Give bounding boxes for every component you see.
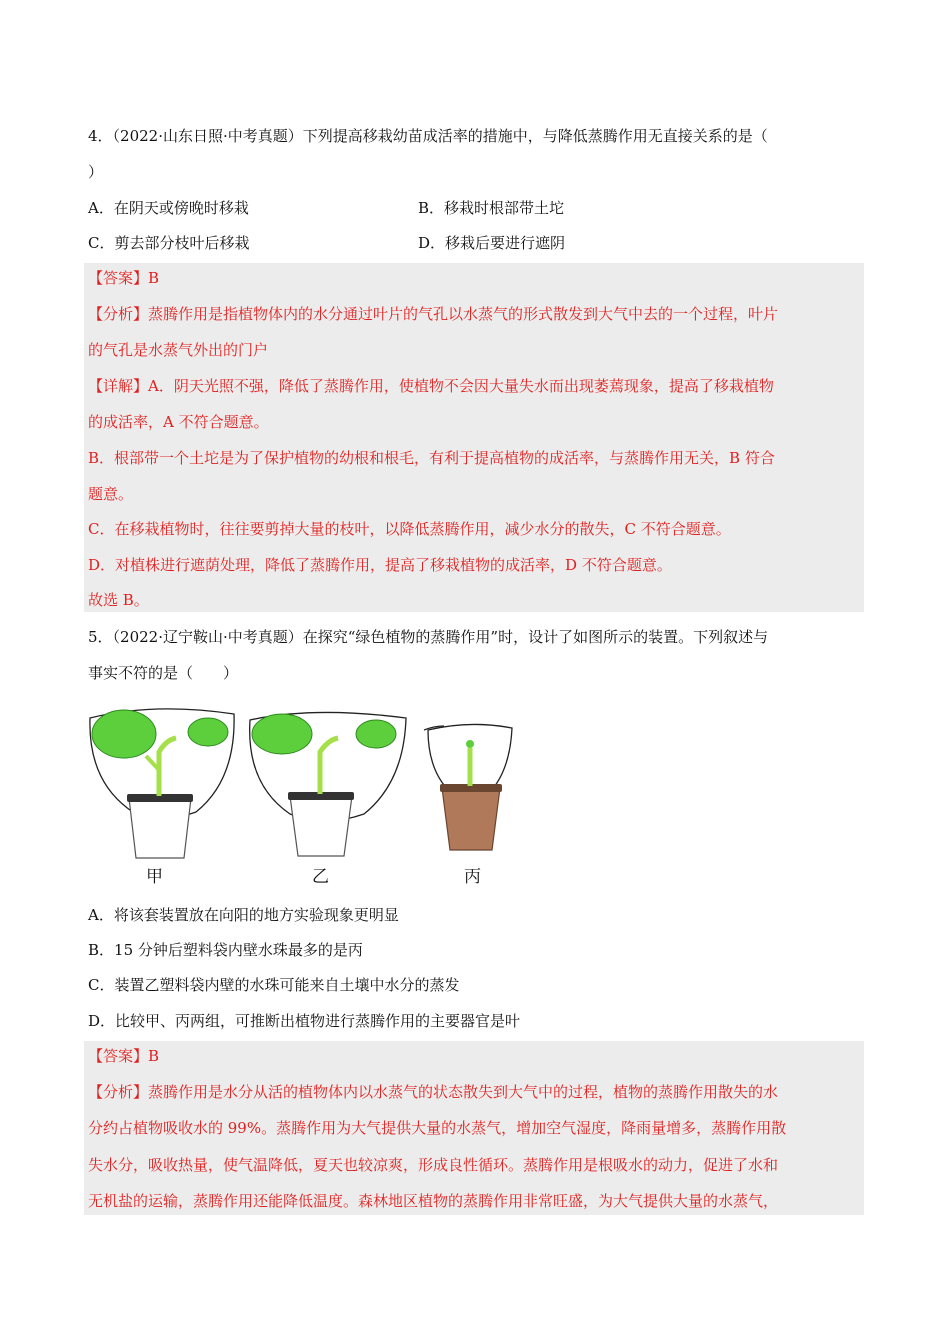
q4-detail-line4: 题意。 [88, 485, 134, 503]
setup-jia [90, 709, 234, 858]
q4-detail-line5: C．在移栽植物时，往往要剪掉大量的枝叶，以降低蒸腾作用，减少水分的散失，C 不符合题意。 [88, 520, 731, 538]
q4-stem-line1: 4．（2022·山东日照·中考真题）下列提高移栽幼苗成活率的措施中，与降低蒸腾作用无直接关系的是（ [88, 127, 768, 145]
q4-answer: 【答案】B [88, 269, 160, 287]
figure-label-yi: 乙 [312, 867, 329, 887]
q4-detail-line6: D．对植株进行遮荫处理，降低了蒸腾作用，提高了移栽植物的成活率，D 不符合题意。 [88, 556, 672, 574]
q4-analysis-line2: 的气孔是水蒸气外出的门户 [88, 341, 269, 359]
q4-analysis-line1: 【分析】蒸腾作用是指植物体内的水分通过叶片的气孔以水蒸气的形式散发到大气中去的一个过程，叶片 [88, 305, 779, 323]
q5-option-b: B．15 分钟后塑料袋内壁水珠最多的是丙 [88, 941, 363, 959]
q4-option-c: C．剪去部分枝叶后移栽 [88, 234, 250, 252]
q5-experiment-figure [84, 700, 444, 890]
q4-option-a: A．在阴天或傍晚时移栽 [88, 199, 249, 217]
q5-option-a: A．将该套装置放在向阳的地方实验现象更明显 [88, 906, 399, 924]
q4-stem-line2: ） [88, 163, 104, 181]
q5-analysis-line2: 分约占植物吸收水的 99%。蒸腾作用为大气提供大量的水蒸气，增加空气湿度，降雨量增多，蒸腾作用散 [88, 1119, 787, 1137]
q5-analysis-line3: 失水分，吸收热量，使气温降低，夏天也较凉爽，形成良性循环。蒸腾作用是根吸水的动力，促进了水和 [88, 1156, 779, 1174]
q4-option-b: B．移栽时根部带土坨 [418, 199, 565, 217]
q5-option-d: D．比较甲、丙两组，可推断出植物进行蒸腾作用的主要器官是叶 [88, 1012, 521, 1030]
q4-detail-line3: B．根部带一个土坨是为了保护植物的幼根和根毛，有利于提高植物的成活率，与蒸腾作用无关，B 符合 [88, 449, 775, 467]
q5-option-c: C．装置乙塑料袋内壁的水珠可能来自土壤中水分的蒸发 [88, 976, 460, 994]
plant-in-bag-illustration [84, 700, 444, 890]
q5-stem-line1: 5．（2022·辽宁鞍山·中考真题）在探究“绿色植物的蒸腾作用”时，设计了如图所示的装置。下列叙述与 [88, 628, 769, 646]
q5-stem-line2: 事实不符的是（ ） [88, 664, 239, 682]
q5-analysis-line1: 【分析】蒸腾作用是水分从活的植物体内以水蒸气的状态散失到大气中的过程，植物的蒸腾作用散失的水 [88, 1083, 779, 1101]
q5-answer: 【答案】B [88, 1047, 160, 1065]
setup-yi [250, 712, 406, 856]
q4-option-d: D．移栽后要进行遮阴 [418, 234, 566, 252]
q5-analysis-line4: 无机盐的运输，蒸腾作用还能降低温度。森林地区植物的蒸腾作用非常旺盛，为大气提供大量的水蒸气， [88, 1192, 779, 1210]
q4-detail-line1: 【详解】A．阴天光照不强，降低了蒸腾作用，使植物不会因大量失水而出现萎蔫现象，提高了移栽植物 [88, 377, 774, 395]
q4-detail-line2: 的成活率，A 不符合题意。 [88, 413, 269, 431]
q4-conclusion: 故选 B。 [88, 591, 149, 609]
figure-label-bing: 丙 [464, 867, 481, 887]
setup-bing-illustration [420, 700, 520, 870]
figure-label-jia: 甲 [146, 867, 163, 887]
